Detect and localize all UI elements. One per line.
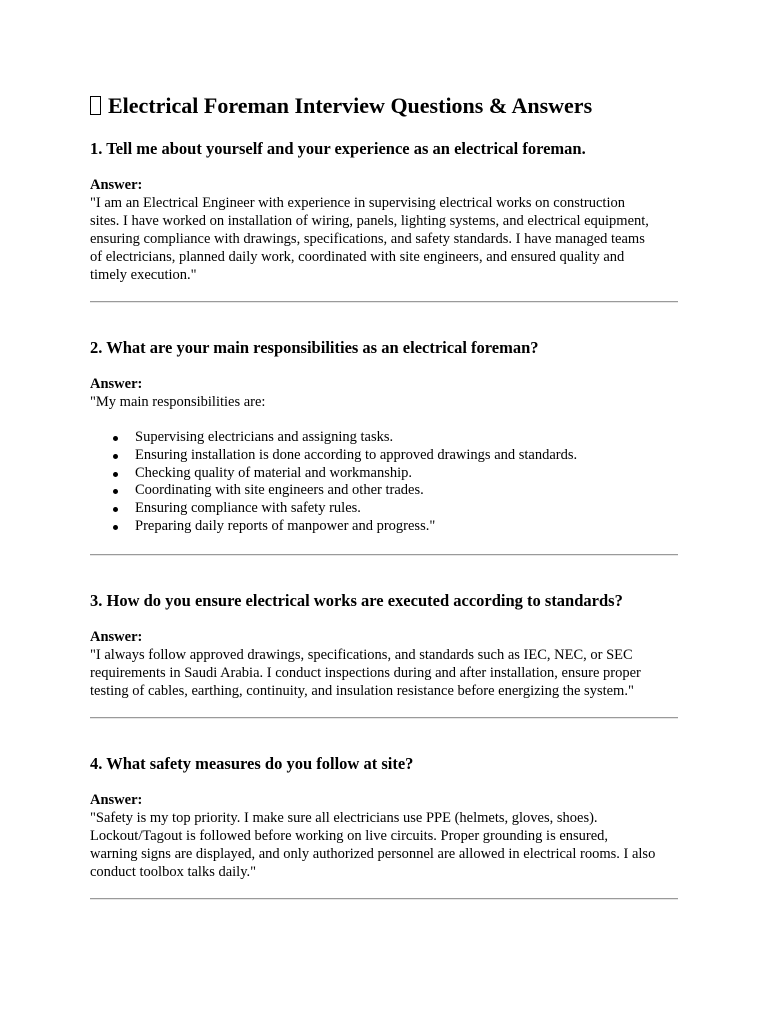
answer-label-3: Answer: xyxy=(90,629,143,645)
page-title-text: Electrical Foreman Interview Questions & Answers xyxy=(108,93,593,118)
answer-line: Lockout/Tagout is followed before working on live circuits. Proper grounding is ensured, xyxy=(90,828,609,844)
list-item: Supervising electricians and assigning tasks. xyxy=(135,429,680,447)
answer-line: warning signs are displayed, and only authorized personnel are allowed in electrical rooms. I also xyxy=(90,846,656,862)
answer-line: "I always follow approved drawings, specifications, and standards such as IEC, NEC, or SEC xyxy=(90,647,633,663)
qa-section-2 xyxy=(90,337,680,536)
bullet-icon xyxy=(113,454,118,459)
bullet-icon xyxy=(113,472,118,477)
list-item: Coordinating with site engineers and other trades. xyxy=(135,482,680,500)
question-2: 2. What are your main responsibilities as an electrical foreman? xyxy=(90,338,539,357)
bullet-icon xyxy=(113,489,118,494)
answer-line: "My main responsibilities are: xyxy=(90,394,266,410)
answer-line: conduct toolbox talks daily." xyxy=(90,864,257,880)
list-item: Preparing daily reports of manpower and progress." xyxy=(135,518,680,536)
qa-section-4 xyxy=(90,753,680,881)
bullet-icon xyxy=(113,525,118,530)
bullet-icon xyxy=(113,436,118,441)
section-divider xyxy=(90,717,678,719)
answer-label-4: Answer: xyxy=(90,792,143,808)
answer-line: requirements in Saudi Arabia. I conduct inspections during and after installation, ensure proper xyxy=(90,665,641,681)
list-item: Ensuring installation is done according to approved drawings and standards. xyxy=(135,447,680,465)
page-title xyxy=(90,92,690,120)
question-4: 4. What safety measures do you follow at site? xyxy=(90,754,414,773)
answer-line: ensuring compliance with drawings, specifications, and safety standards. I have managed teams xyxy=(90,231,645,247)
responsibilities-list xyxy=(90,429,680,536)
bullet-icon xyxy=(113,507,118,512)
qa-section-3 xyxy=(90,590,680,700)
section-divider xyxy=(90,554,678,556)
qa-section-1 xyxy=(90,138,680,284)
section-divider xyxy=(90,301,678,303)
answer-line: timely execution." xyxy=(90,267,197,283)
missing-glyph-box-icon xyxy=(90,96,101,115)
answer-line: testing of cables, earthing, continuity, and insulation resistance before energizing the system." xyxy=(90,683,634,699)
answer-line: "I am an Electrical Engineer with experience in supervising electrical works on construction xyxy=(90,195,625,211)
answer-line: of electricians, planned daily work, coordinated with site engineers, and ensured quality and xyxy=(90,249,625,265)
list-item: Ensuring compliance with safety rules. xyxy=(135,500,680,518)
answer-line: sites. I have worked on installation of wiring, panels, lighting systems, and electrical equipment, xyxy=(90,213,649,229)
list-item: Checking quality of material and workmanship. xyxy=(135,465,680,483)
section-divider xyxy=(90,898,678,900)
answer-line: "Safety is my top priority. I make sure all electricians use PPE (helmets, gloves, shoes). xyxy=(90,810,598,826)
answer-label-2: Answer: xyxy=(90,376,143,392)
question-3: 3. How do you ensure electrical works are executed according to standards? xyxy=(90,591,623,610)
question-1: 1. Tell me about yourself and your experience as an electrical foreman. xyxy=(90,139,586,158)
answer-label-1: Answer: xyxy=(90,177,143,193)
